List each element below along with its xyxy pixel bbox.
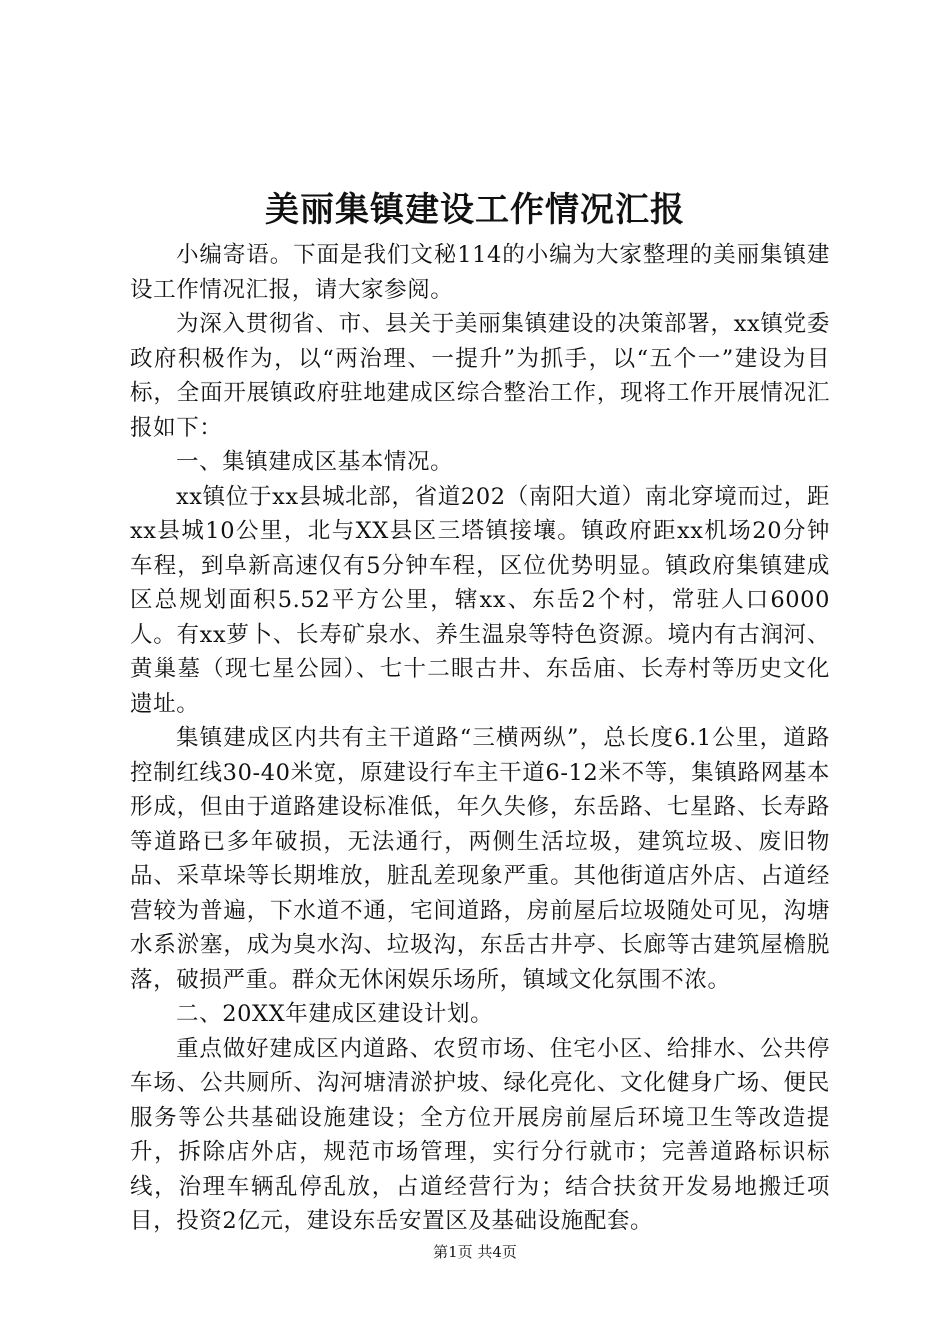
section-heading-1: 一、集镇建成区基本情况。	[176, 449, 454, 475]
plan-paragraph: 重点做好建成区内道路、农贸市场、住宅小区、给排水、公共停车场、公共厕所、沟河塘清淤护坡、绿化亮化、文化健身广场、便民服务等公共基础设施建设；全方位开展房前屋后环境卫生等改造提升，拆除店外店，规范市场管理，实行分行就市；完善道路标识标线，治理车辆乱停乱放，占道经营行为；结合扶贫开发易地搬迁项目，投资2亿元，建设东岳安置区及基础设施配套。	[130, 1035, 830, 1234]
roads-paragraph: 集镇建成区内共有主干道路“三横两纵”，总长度6.1公里，道路控制红线30-40米宽，原建设行车主干道6-12米不等，集镇路网基本形成，但由于道路建设标准低，年久失修，东岳路、七星路、长寿路等道路已多年破损，无法通行，两侧生活垃圾，建筑垃圾、废旧物品、采草垛等长期堆放，脏乱差现象严重。其他街道店外店、占道经营较为普遍，下水道不通，宅间道路，房前屋后垃圾随处可见，沟塘水系淤塞，成为臭水沟、垃圾沟，东岳古井亭、长廊等古建筑屋檐脱落，破损严重。群众无休闲娱乐场所，镇域文化氛围不浓。	[130, 725, 830, 993]
page-number-footer: 第1页 共4页	[433, 1243, 517, 1261]
document-body	[130, 238, 830, 1239]
location-paragraph: xx镇位于xx县城北部，省道202（南阳大道）南北穿境而过，距xx县城10公里，北与XX县区三塔镇接壤。镇政府距xx机场20分钟车程，到阜新高速仅有5分钟车程，区位优势明显。镇政府集镇建成区总规划面积5.52平方公里，辖xx、东岳2个村，常驻人口6000人。有xx萝卜、长寿矿泉水、养生温泉等特色资源。境内有古润河、黄巢墓（现七星公园）、七十二眼古井、东岳庙、长寿村等历史文化遗址。	[130, 483, 830, 717]
background-paragraph: 为深入贯彻省、市、县关于美丽集镇建设的决策部署，xx镇党委政府积极作为，以“两治理、一提升”为抓手，以“五个一”建设为目标，全面开展镇政府驻地建成区综合整治工作，现将工作开展情况汇报如下：	[130, 311, 830, 441]
document-title: 美丽集镇建设工作情况汇报	[265, 190, 685, 230]
section-heading-2: 二、20XX年建成区建设计划。	[176, 1001, 494, 1027]
intro-paragraph: 小编寄语。下面是我们文秘114的小编为大家整理的美丽集镇建设工作情况汇报，请大家参阅。	[130, 242, 830, 303]
